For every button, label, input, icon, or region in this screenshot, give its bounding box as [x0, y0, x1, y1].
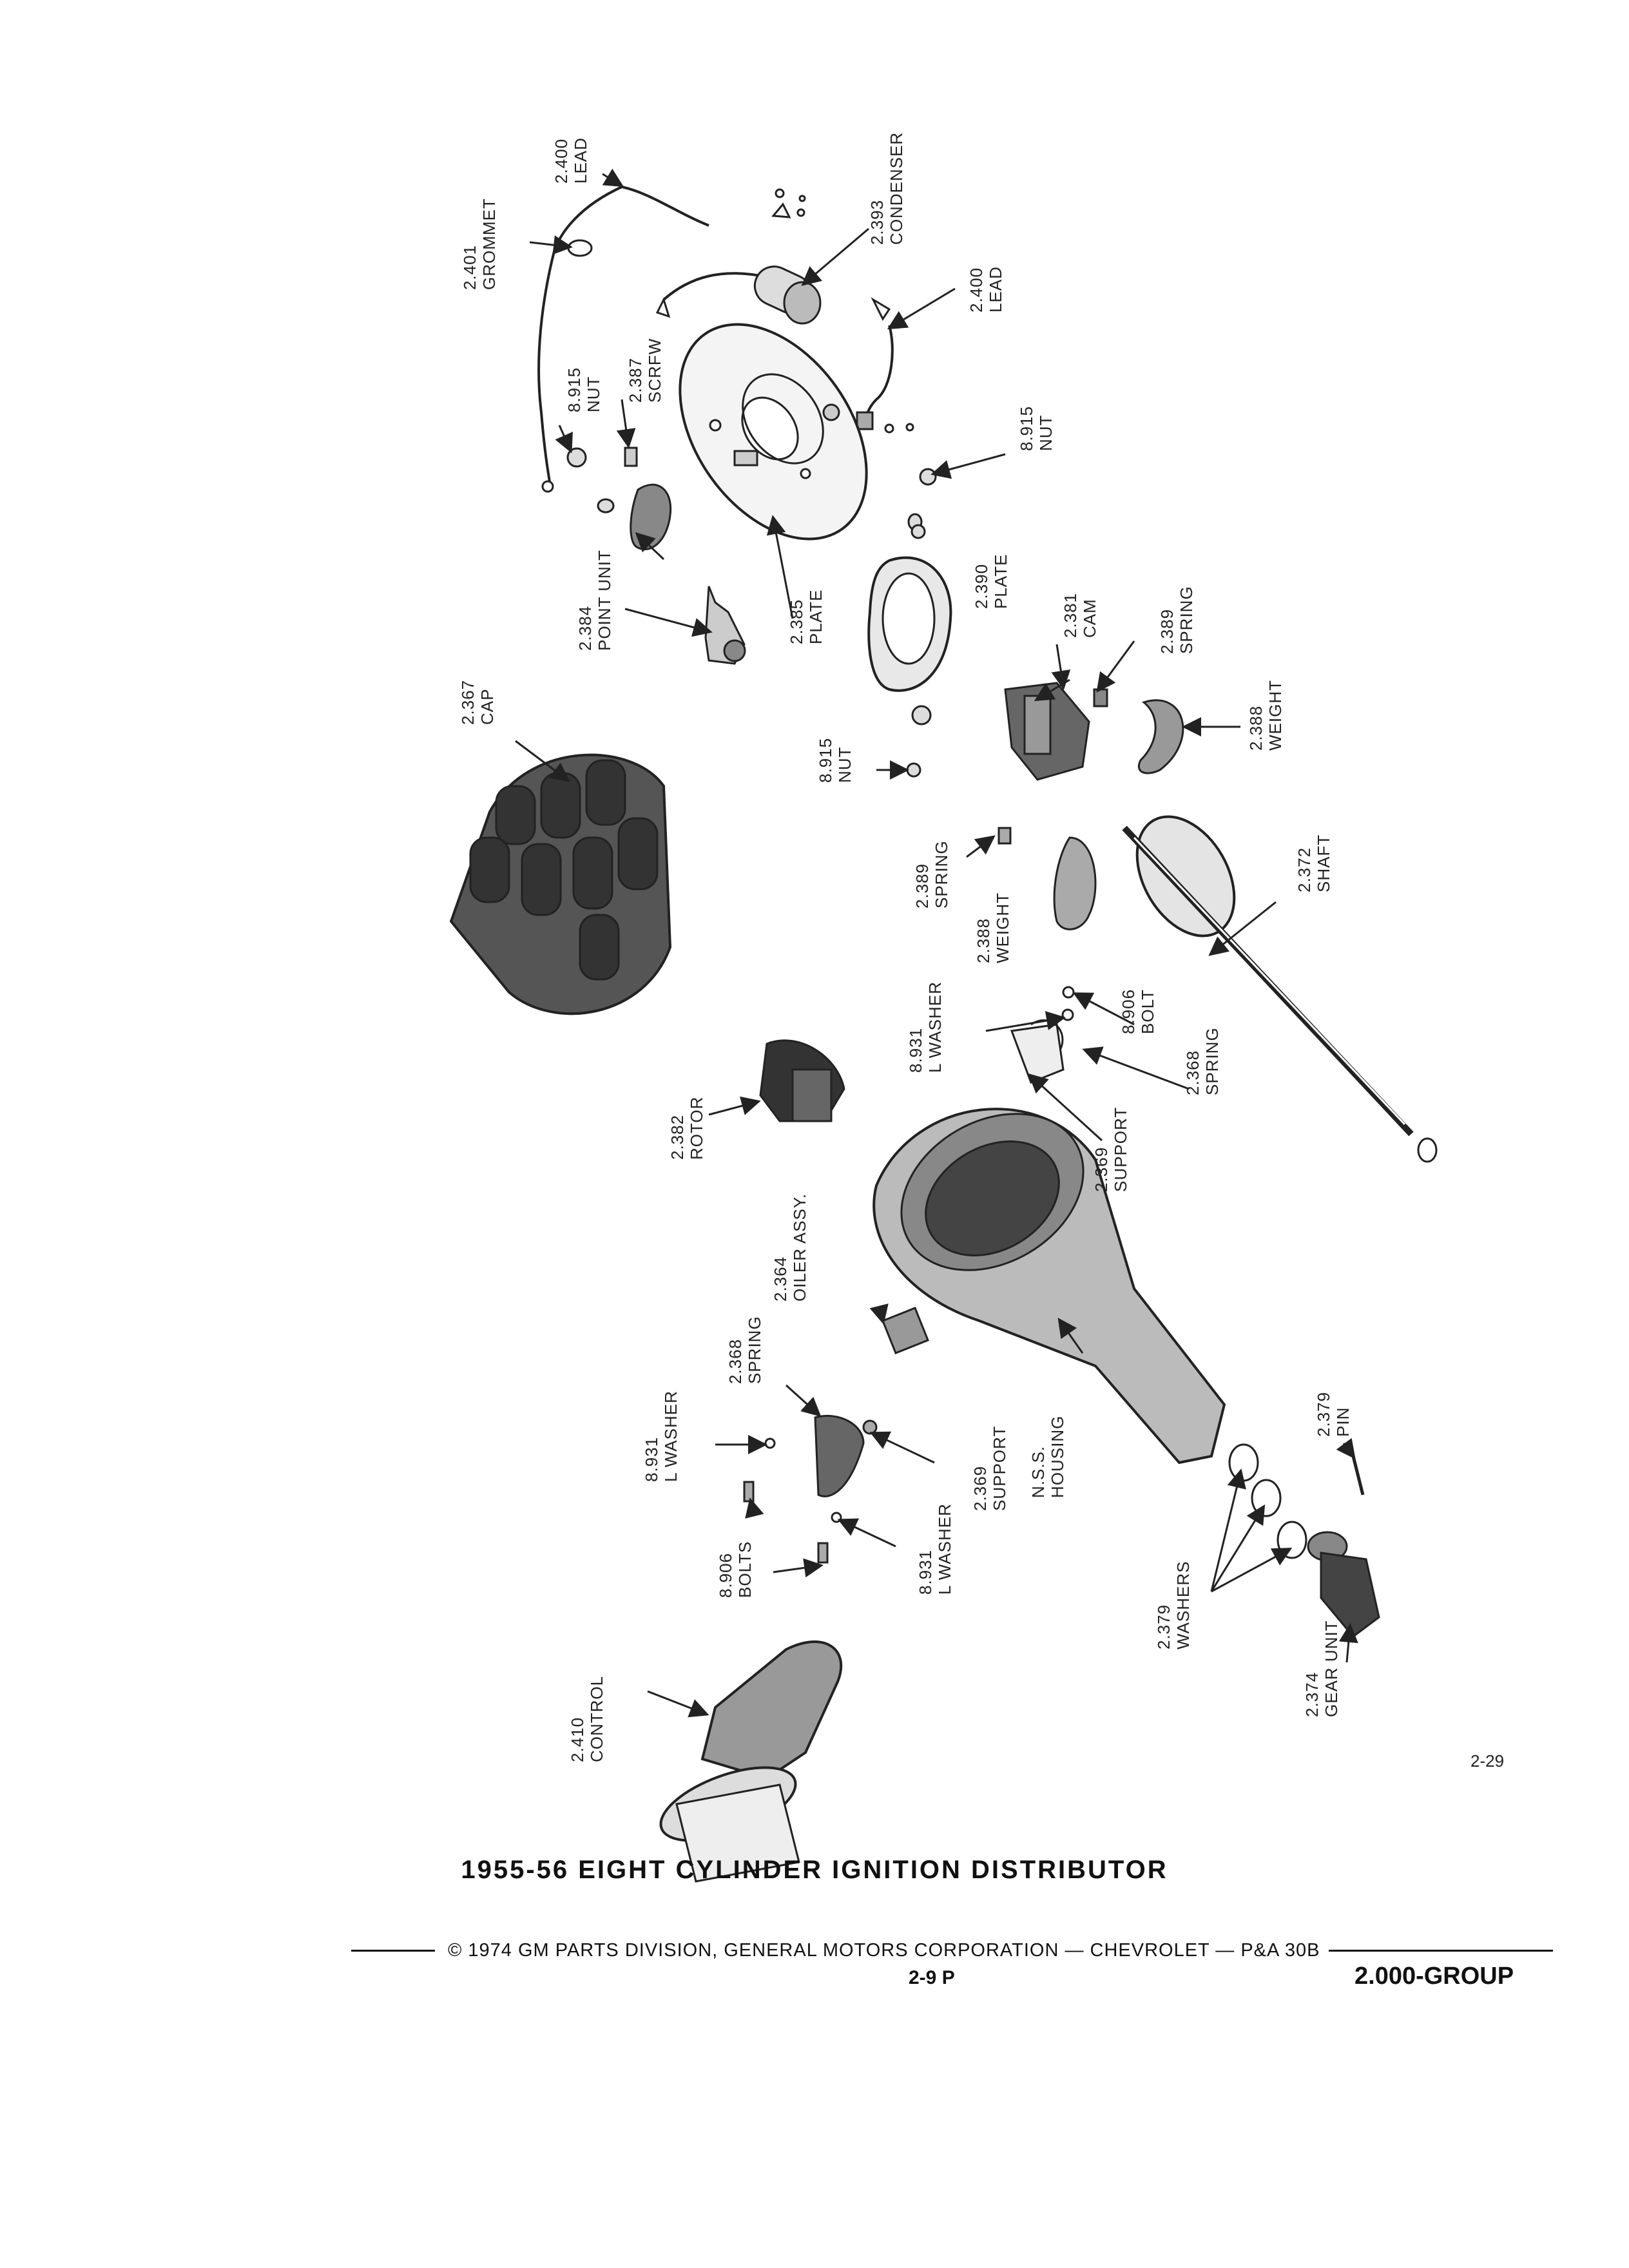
callout-oiler: 2.364OILER ASSY.	[771, 1193, 809, 1302]
spring-illustration	[999, 828, 1010, 843]
nut-right-illustration	[920, 469, 936, 485]
screw-illustration	[625, 448, 637, 466]
washer-illustration	[598, 499, 613, 512]
callout-cap: 2.367CAP	[458, 679, 497, 725]
nut-mid-illustration	[907, 764, 920, 776]
callout-weight-right: 2.388WEIGHT	[1246, 680, 1285, 751]
callout-washers: 2.379WASHERS	[1154, 1561, 1193, 1649]
callout-gear-unit: 2.374GEAR UNIT	[1302, 1620, 1341, 1717]
footer-copyright: © 1974 GM PARTS DIVISION, GENERAL MOTORS CORPORATION — CHEVROLET — P&A 30B	[448, 1939, 1320, 1961]
callout-bolts: 8.906BOLTS	[716, 1541, 755, 1598]
callout-rotor: 2.382ROTOR	[668, 1096, 706, 1160]
callout-shaft: 2.372SHAFT	[1295, 834, 1333, 892]
figure-number: 2-29	[1470, 1751, 1505, 1771]
callout-screw: 2.387SCRFW	[626, 338, 664, 403]
bolt-lower-illustration	[744, 1482, 753, 1501]
lead-wire-illustration	[539, 187, 709, 492]
cam-illustration	[1005, 683, 1107, 780]
callout-condenser: 2.393CONDENSER	[867, 131, 906, 245]
callout-support-upper: 2.369SUPPORT	[1092, 1106, 1130, 1192]
breaker-plate-illustration	[642, 290, 905, 574]
callout-support-lower: 2.369SUPPORT	[970, 1425, 1009, 1511]
lwasher-lower-illustration	[766, 1439, 775, 1448]
nut-illustration	[568, 448, 586, 466]
callout-nut-left: 8.915NUT	[564, 367, 603, 412]
support-upper-illustration	[1012, 987, 1074, 1082]
callout-point-unit: 2.384POINT UNIT	[575, 550, 614, 651]
callout-housing: N.S.S.HOUSING	[1028, 1415, 1067, 1498]
group-number: 2.000-GROUP	[1354, 1963, 1514, 1990]
support-lower-illustration	[815, 1416, 876, 1496]
gear-unit-illustration	[1308, 1532, 1379, 1637]
callout-control: 2.410CONTROL	[568, 1675, 606, 1762]
callout-cam: 2.381CAM	[1061, 592, 1099, 638]
callout-bolt: 8.906BOLT	[1119, 988, 1157, 1034]
callout-pin: 2.379PIN	[1314, 1391, 1353, 1437]
callout-lwasher-lower: 8.931L WASHER	[642, 1390, 680, 1482]
housing-illustration	[873, 1082, 1224, 1463]
callout-lead-right: 2.400LEAD	[967, 266, 1005, 312]
weight-right-illustration	[1139, 700, 1183, 773]
condenser-illustration	[749, 260, 820, 323]
advance-plate-illustration	[869, 525, 950, 724]
callout-grommet: 2.401GROMMET	[460, 198, 499, 290]
page-title: 1955-56 EIGHT CYLINDER IGNITION DISTRIBUTOR	[461, 1856, 1168, 1884]
bolt-bottom-illustration	[818, 1543, 827, 1562]
rotor-illustration	[760, 1041, 844, 1121]
callout-nut-mid: 8.915NUT	[816, 737, 854, 783]
footer-copyright-line	[351, 1937, 1553, 1963]
callout-plate: 2.385PLATE	[787, 589, 825, 644]
footer-rule-left	[351, 1950, 435, 1952]
callout-spring-cam: 2.389SPRING	[1157, 586, 1196, 654]
weight-left-illustration	[1054, 838, 1095, 929]
pin-illustration	[1353, 1456, 1363, 1495]
point-unit-illustration	[631, 485, 745, 664]
callout-lwasher-bottom: 8.931L WASHER	[916, 1503, 954, 1595]
distributor-cap-illustration	[451, 755, 670, 1014]
washers-illustration	[1229, 1445, 1306, 1558]
callout-plate-small: 2.390PLATE	[972, 553, 1010, 609]
callout-lead-top: 2.400LEAD	[552, 137, 590, 184]
lwasher-bottom-illustration	[832, 1513, 841, 1522]
callout-nut-right: 8.915NUT	[1017, 405, 1055, 451]
footer-rule-right	[1329, 1950, 1553, 1952]
page-number: 2-9 P	[909, 1967, 955, 1988]
callout-spring-weight: 2.389SPRING	[912, 840, 951, 908]
shaft-illustration	[1117, 800, 1436, 1162]
callout-spring-lower: 2.368SPRING	[726, 1316, 764, 1384]
vacuum-control-illustration	[651, 1642, 841, 1881]
callout-lwasher-mid: 8.931L WASHER	[906, 981, 945, 1073]
callout-weight-left: 2.388WEIGHT	[974, 892, 1012, 963]
callout-spring-support: 2.368SPRING	[1183, 1027, 1222, 1095]
